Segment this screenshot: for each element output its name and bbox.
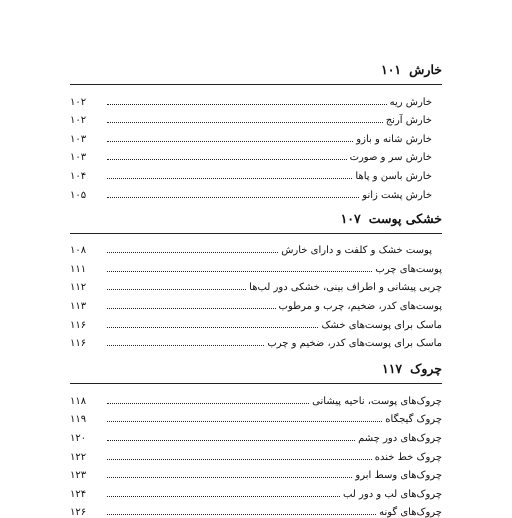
- toc-entry[interactable]: [70, 293, 442, 312]
- toc-entry[interactable]: [70, 182, 442, 201]
- dot-leader: [107, 104, 387, 105]
- entry-page-number: ۱۲۰: [70, 432, 87, 444]
- dot-leader: [107, 178, 352, 179]
- section-title: خشکی پوست: [368, 210, 442, 226]
- dot-leader: [107, 252, 278, 253]
- toc-entry[interactable]: [70, 108, 442, 127]
- toc-section: [70, 211, 442, 350]
- entry-label: چربی پیشانی و اطراف بینی، خشکی دور لب‌ها: [249, 282, 442, 294]
- entry-label: ماسک برای پوست‌های کدر، ضخیم و چرب: [267, 338, 442, 350]
- entry-label: چروک‌های دور چشم: [358, 432, 442, 444]
- section-page-number: ۱۱۷: [381, 361, 403, 377]
- entry-page-number: ۱۱۹: [70, 414, 87, 426]
- entry-label: چروک‌های پوست، ناحیه پیشانی: [312, 395, 442, 407]
- dot-leader: [107, 122, 383, 123]
- toc-entry[interactable]: [70, 312, 442, 331]
- entry-page-number: ۱۱۳: [70, 300, 87, 312]
- dot-leader: [107, 403, 309, 404]
- toc-entry[interactable]: [70, 425, 442, 444]
- entry-page-number: ۱۰۳: [70, 152, 87, 164]
- entry-page-number: ۱۱۸: [70, 395, 87, 407]
- toc-entry[interactable]: [70, 256, 442, 275]
- entry-label: خارش باسن و پاها: [355, 170, 432, 182]
- entry-page-number: ۱۰۲: [70, 96, 87, 108]
- section-page-number: ۱۰۱: [381, 62, 402, 77]
- entry-page-number: ۱۲۴: [70, 488, 87, 500]
- entry-page-number: ۱۰۵: [70, 189, 87, 201]
- entry-page-number: ۱۱۶: [70, 319, 87, 331]
- dot-leader: [107, 308, 276, 309]
- dot-leader: [107, 159, 347, 160]
- dot-leader: [107, 289, 246, 290]
- entry-page-number: ۱۰۴: [70, 170, 87, 182]
- entry-label: چروک گیجگاه: [385, 414, 442, 426]
- toc-entry[interactable]: [70, 388, 442, 407]
- entry-label: چروک‌های لب و دور لب: [342, 488, 442, 500]
- entry-label: پوست‌های چرب: [375, 263, 442, 275]
- entry-label: پوست خشک و کلفت و دارای خارش: [281, 245, 432, 257]
- toc-entry[interactable]: [70, 163, 442, 182]
- entry-label: ماسک برای پوست‌های خشک: [321, 319, 442, 331]
- section-title: خارش: [409, 62, 442, 77]
- table-of-contents: [70, 62, 442, 518]
- section-heading: [70, 211, 442, 234]
- dot-leader: [107, 459, 372, 460]
- entry-page-number: ۱۰۲: [70, 115, 87, 127]
- entry-label: چروک‌های گونه: [379, 507, 442, 518]
- dot-leader: [107, 514, 376, 515]
- toc-entry[interactable]: [70, 444, 442, 463]
- toc-entry[interactable]: [70, 481, 442, 500]
- dot-leader: [107, 345, 264, 346]
- entry-label: چروک‌های وسط ابرو: [355, 470, 442, 482]
- entry-label: خارش سر و صورت: [349, 152, 432, 164]
- toc-entry[interactable]: [70, 331, 442, 350]
- entry-page-number: ۱۰۸: [70, 245, 87, 257]
- toc-entry[interactable]: [70, 463, 442, 482]
- dot-leader: [107, 477, 352, 478]
- entry-label: چروک خط خنده: [374, 451, 442, 463]
- dot-leader: [107, 271, 372, 272]
- dot-leader: [107, 197, 359, 198]
- entry-page-number: ۱۱۱: [70, 263, 87, 275]
- entry-label: پوست‌های کدر، ضخیم، چرب و مرطوب: [278, 300, 442, 312]
- entry-label: خارش ریه: [389, 96, 432, 108]
- dot-leader: [107, 440, 355, 441]
- dot-leader: [107, 327, 318, 328]
- entry-page-number: ۱۲۳: [70, 470, 87, 482]
- dot-leader: [107, 141, 353, 142]
- section-heading: [70, 361, 442, 384]
- entry-label: خارش پشت زانو: [362, 189, 432, 201]
- section-page-number: ۱۰۷: [340, 210, 361, 226]
- toc-entry[interactable]: [70, 275, 442, 294]
- section-title: چروک: [410, 361, 442, 377]
- dot-leader: [107, 496, 340, 497]
- toc-section: [70, 361, 442, 518]
- toc-entry[interactable]: [70, 145, 442, 164]
- entry-page-number: ۱۱۲: [70, 282, 87, 294]
- entry-page-number: ۱۲۲: [70, 451, 87, 463]
- section-heading: [70, 62, 442, 85]
- toc-entry[interactable]: [70, 238, 442, 257]
- entry-page-number: ۱۰۳: [70, 133, 87, 145]
- toc-entry[interactable]: [70, 89, 442, 108]
- entry-page-number: ۱۲۶: [70, 507, 87, 518]
- entry-page-number: ۱۱۶: [70, 338, 87, 350]
- entry-label: خارش شانه و بازو: [356, 133, 432, 145]
- dot-leader: [107, 421, 382, 422]
- entry-label: خارش آرنج: [385, 115, 432, 127]
- toc-section: [70, 62, 442, 201]
- toc-entry[interactable]: [70, 500, 442, 518]
- toc-entry[interactable]: [70, 126, 442, 145]
- toc-entry[interactable]: [70, 407, 442, 426]
